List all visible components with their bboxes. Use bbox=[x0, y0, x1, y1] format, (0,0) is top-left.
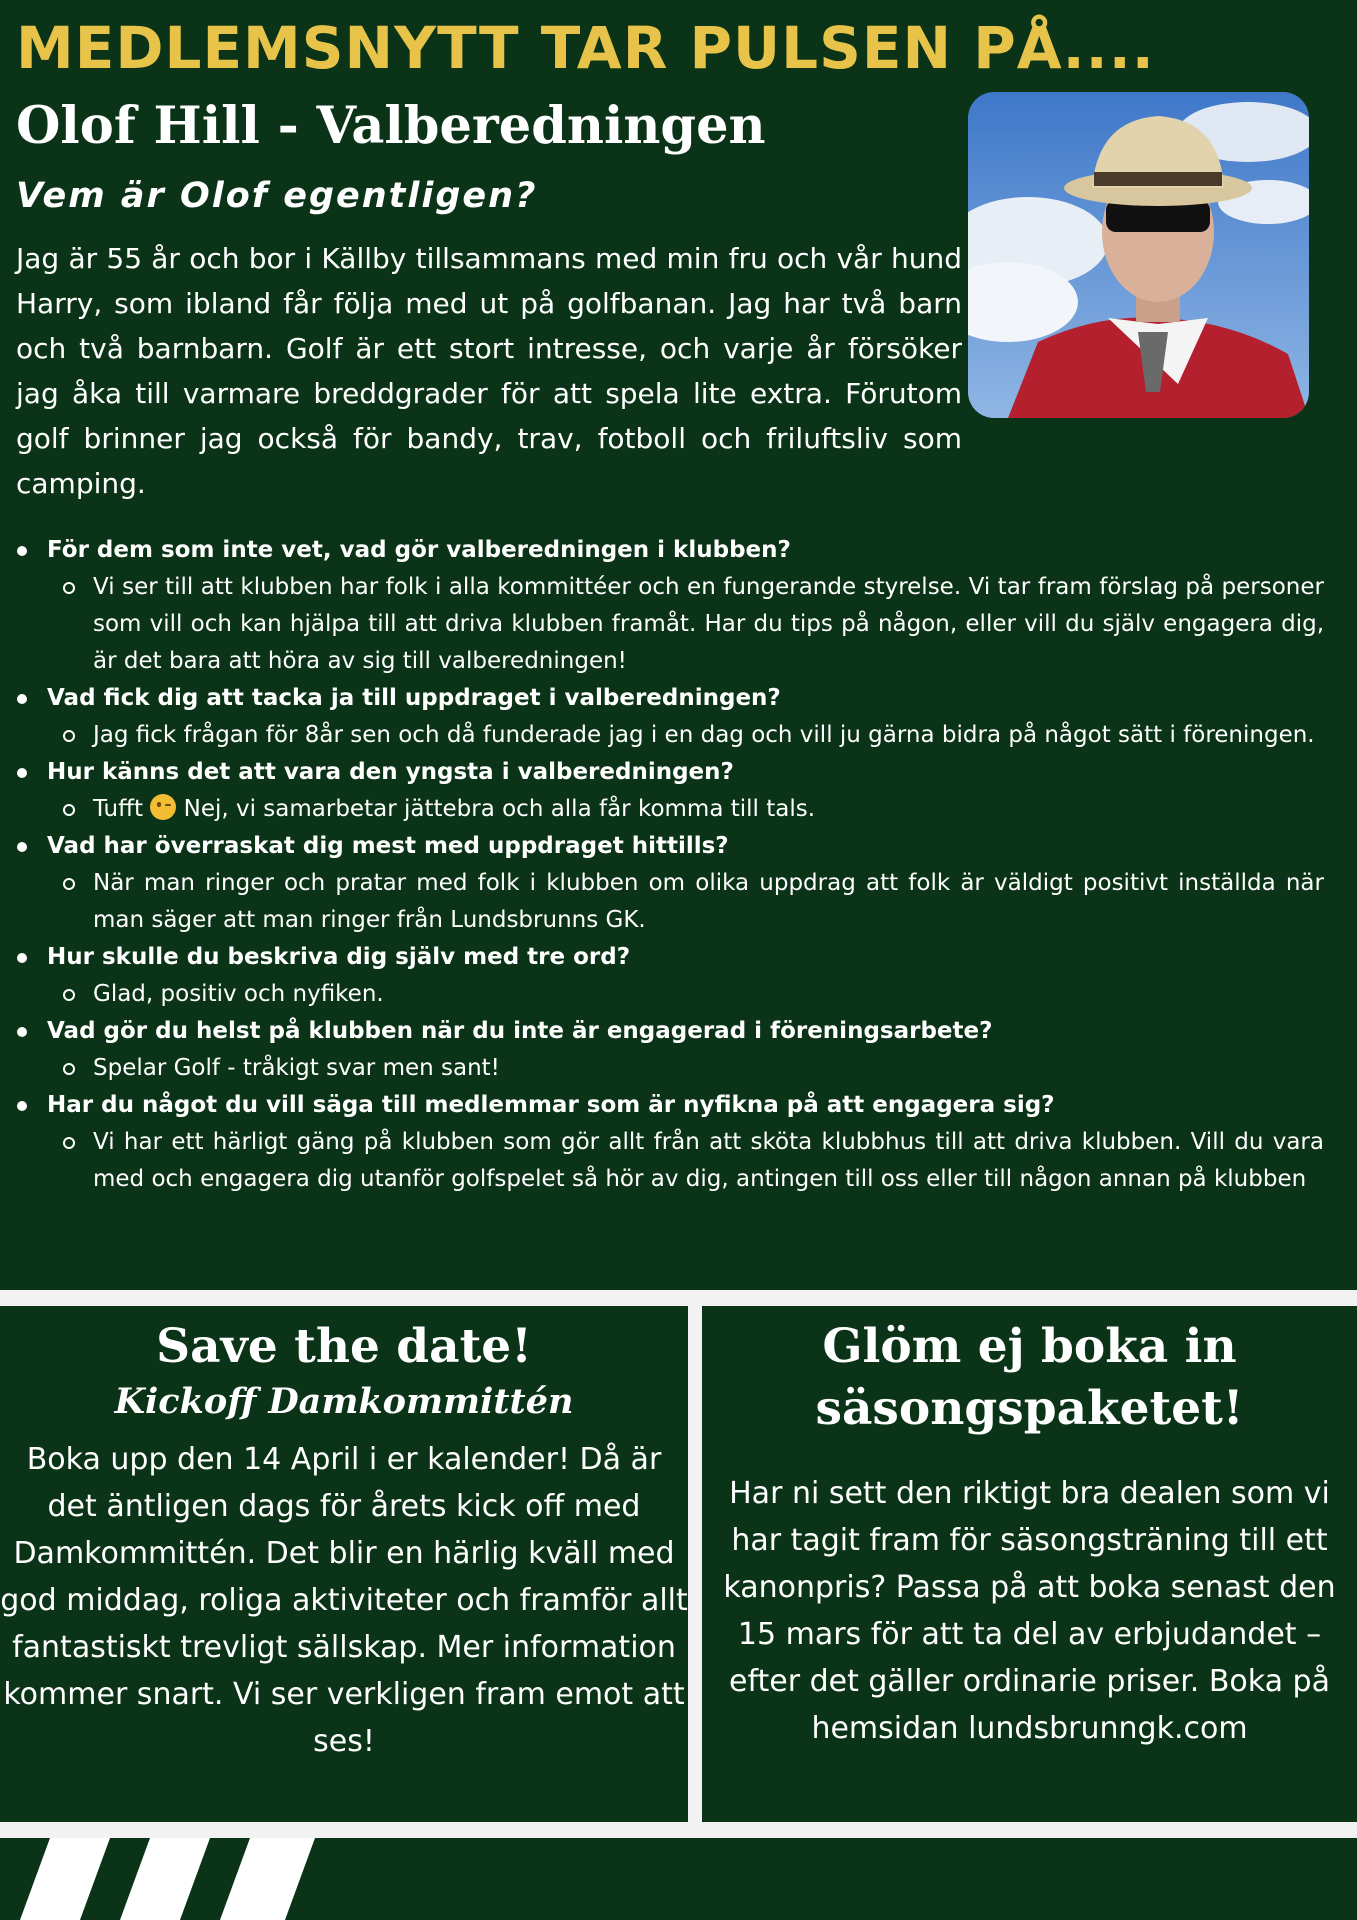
profile-title: Olof Hill - Valberedningen bbox=[16, 96, 766, 156]
save-the-date-title: Save the date! bbox=[156, 1319, 532, 1374]
qa-list bbox=[0, 532, 1357, 1198]
question-6: Vad gör du helst på klubben när du inte är engagerad i föreningsarbete? bbox=[0, 1013, 1357, 1050]
profile-subtitle: Vem är Olof egentligen? bbox=[16, 176, 538, 216]
answer-3-start: Tufft bbox=[93, 796, 143, 822]
save-the-date-box bbox=[0, 1306, 688, 1822]
save-the-date-subtitle: Kickoff Damkommittén bbox=[114, 1381, 574, 1422]
question-2: Vad fick dig att tacka ja till uppdraget i valberedningen? bbox=[0, 680, 1357, 717]
question-7: Har du något du vill säga till medlemmar som är nyfikna på att engagera sig? bbox=[0, 1087, 1357, 1124]
answer-5: Glad, positiv och nyfiken. bbox=[0, 976, 1324, 1013]
question-4: Vad har överraskat dig mest med uppdraget hittills? bbox=[0, 828, 1357, 865]
kicker-heading: MEDLEMSNYTT TAR PULSEN PÅ.... bbox=[16, 14, 1155, 82]
season-package-title: Glöm ej boka in säsongspaketet! bbox=[815, 1319, 1244, 1436]
answer-4: När man ringer och pratar med folk i klubben om olika uppdrag att folk är väldigt positivt inställda när man säger att man ringer från Lundsbrunns GK. bbox=[0, 865, 1324, 939]
question-1: För dem som inte vet, vad gör valberedningen i klubben? bbox=[0, 532, 1357, 569]
save-the-date-body: Boka upp den 14 April i er kalender! Då är det äntligen dags för årets kick off med Damkommittén. Det blir en härlig kväll med god middag, roliga aktiviteter och framför allt fantastiskt trevligt sällskap. Mer information kommer snart. Vi ser verkligen fram emot att ses! bbox=[0, 1442, 688, 1759]
season-package-body: Har ni sett den riktigt bra dealen som vi har tagit fram för säsongsträning till ett kanonpris? Passa på att boka senast den 15 mars för att ta del av erbjudandet – efter det gäller ordinarie priser. Boka på hemsidan lundsbrunngk.com bbox=[723, 1476, 1336, 1746]
portrait-photo bbox=[968, 92, 1309, 418]
stripe-decoration bbox=[0, 1838, 1357, 1920]
question-5: Hur skulle du beskriva dig själv med tre ord? bbox=[0, 939, 1357, 976]
intro-paragraph: Jag är 55 år och bor i Källby tillsammans med min fru och vår hund Harry, som ibland får följa med ut på golfbanan. Jag har två barn och två barnbarn. Golf är ett stort intresse, och varje år försöker jag åka till varmare breddgrader för att spela lite extra. Förutom golf brinner jag också för bandy, trav, fotboll och friluftsliv som camping. bbox=[16, 242, 962, 500]
portrait-illustration bbox=[968, 92, 1309, 418]
answer-3-end: Nej, vi samarbetar jättebra och alla får komma till tals. bbox=[176, 796, 816, 822]
footer-stripes bbox=[0, 1838, 1357, 1920]
season-package-box bbox=[702, 1306, 1357, 1822]
answer-3 bbox=[0, 791, 1324, 828]
answer-7: Vi har ett härligt gäng på klubben som gör allt från att sköta klubbhus till att driva klubben. Vill du vara med och engagera dig utanför golfspelet så hör av dig, antingen till oss eller till någon annan på klubben bbox=[0, 1124, 1324, 1198]
answer-1: Vi ser till att klubben har folk i alla kommittéer och en fungerande styrelse. Vi tar fram förslag på personer som vill och kan hjälpa till att driva klubben framåt. Har du tips på någon, eller vill du själv engagera dig, är det bara att höra av sig till valberedningen! bbox=[0, 569, 1324, 680]
answer-6: Spelar Golf - tråkigt svar men sant! bbox=[0, 1050, 1324, 1087]
answer-2: Jag fick frågan för 8år sen och då funderade jag i en dag och vill ju gärna bidra på något sätt i föreningen. bbox=[0, 717, 1324, 754]
winking-face-icon bbox=[150, 794, 176, 820]
question-3: Hur känns det att vara den yngsta i valberedningen? bbox=[0, 754, 1357, 791]
